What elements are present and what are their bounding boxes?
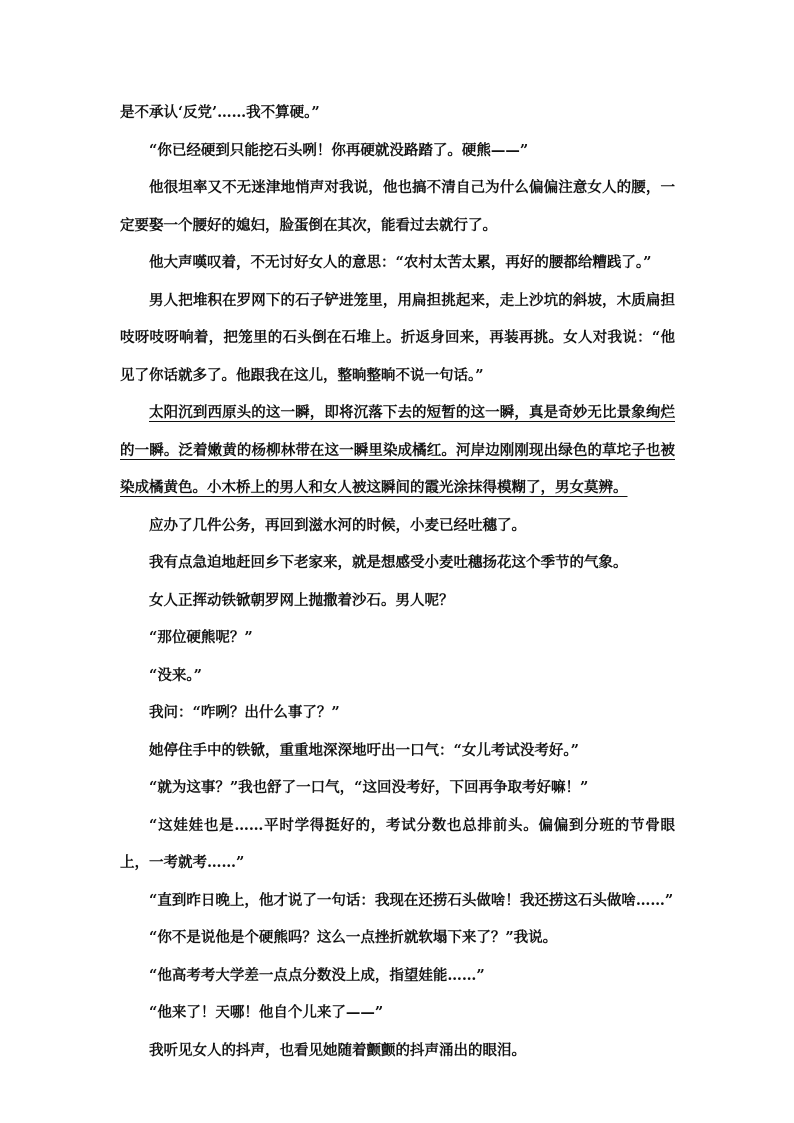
paragraph-16: “直到昨日晚上，他才说了一句话：我现在还捞石头做啥！我还捞这石头做啥……”	[149, 891, 674, 909]
paragraph-15: “这娃娃也是……平时学得挺好的，考试分数也总排前头。偏偏到分班的节骨眼上，一考就考……”	[120, 816, 675, 871]
paragraph-5: 男人把堆积在罗网下的石子铲进笼里，用扁担挑起来，走上沙坑的斜坡，木质扁担吱呀吱呀响着，把笼里的石头倒在石堆上。折返身回来，再装再挑。女人对我说：“他见了你话就多了。他跟我在这儿，整晌整晌不说一句话。”	[120, 291, 675, 384]
paragraph-20: 我听见女人的抖声，也看见她随着颤颤的抖声涌出的眼泪。	[149, 1041, 526, 1059]
paragraph-18: “他高考考大学差一点点分数没上成，指望娃能……”	[149, 966, 485, 984]
paragraph-7: 应办了几件公务，再回到滋水河的时候，小麦已经吐穗了。	[149, 516, 526, 534]
paragraph-19: “他来了！天哪！他自个儿来了——”	[149, 1004, 384, 1021]
paragraph-14: “就为这事？”我也舒了一口气，“这回没考好，下回再争取考好嘛！”	[149, 779, 589, 796]
paragraph-12: 我问：“咋咧？出什么事了？”	[149, 704, 340, 721]
paragraph-10: “那位硬熊呢？”	[149, 629, 253, 646]
paragraph-1: 是不承认‘反党’……我不算硬。”	[120, 104, 320, 121]
underlined-paragraph: 太阳沉到西原头的这一瞬，即将沉落下去的短暂的这一瞬，真是奇妙无比景象绚烂的一瞬。泛着嫩黄的杨柳林带在这一瞬里染成橘红。河岸边刚刚现出绿色的草坨子也被染成橘黄色。小木桥上的男人和女人被这瞬间的霞光涂抹得模糊了，男女莫辨。	[120, 404, 675, 496]
paragraph-4: 他大声嘆叹着，不无讨好女人的意思：“农村太苦太累，再好的腰都给糟践了。”	[149, 254, 652, 271]
paragraph-2: “你已经硬到只能挖石头咧！你再硬就没路踏了。硬熊——”	[149, 141, 529, 159]
document-body	[120, 94, 675, 1069]
paragraph-13: 她停住手中的铁锨，重重地深深地吁出一口气：“女儿考试没考好。”	[149, 741, 579, 759]
paragraph-3: 他很坦率又不无迷津地悄声对我说，他也搞不清自己为什么偏偏注意女人的腰，一定要娶一个腰好的媳妇，脸蛋倒在其次，能看过去就行了。	[120, 179, 675, 234]
paragraph-17: “你不是说他是个硬熊吗？这么一点挫折就软塌下来了？”我说。	[149, 929, 558, 946]
paragraph-8: 我有点急迫地赶回乡下老家来，就是想感受小麦吐穗扬花这个季节的气象。	[149, 554, 628, 571]
paragraph-9: 女人正挥动铁锨朝罗网上抛撒着沙石。男人呢？	[149, 591, 454, 609]
paragraph-11: “没来。”	[149, 666, 202, 684]
